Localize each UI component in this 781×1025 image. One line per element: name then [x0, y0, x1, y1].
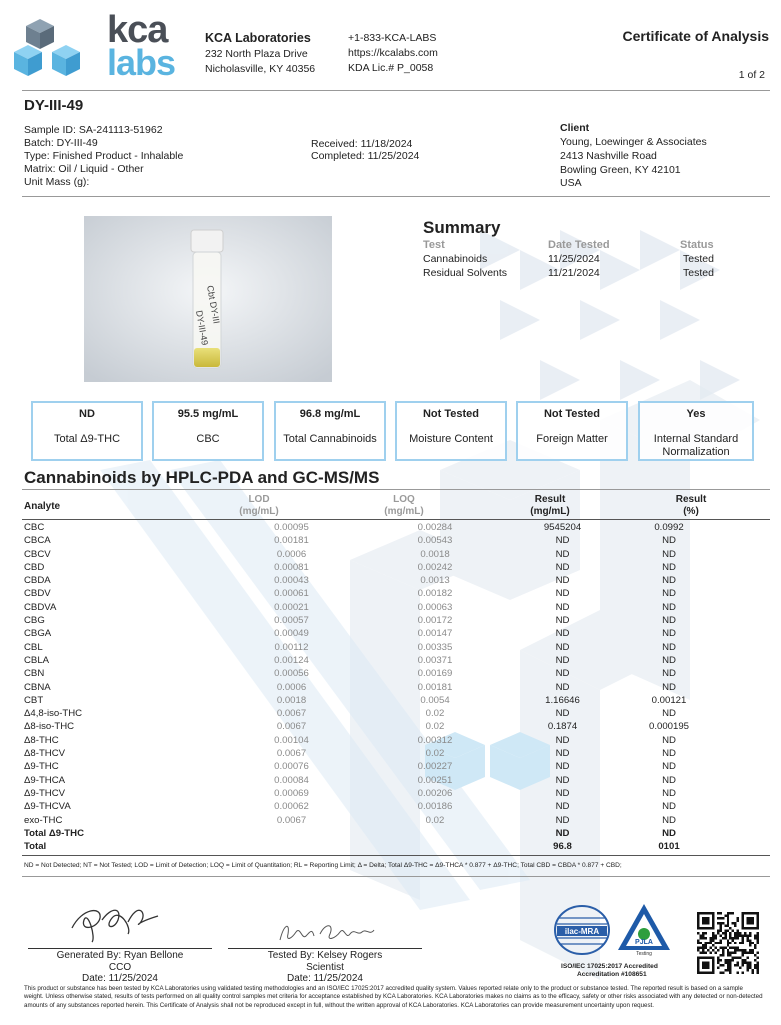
loq-cell [359, 840, 511, 853]
header-divider [22, 90, 770, 91]
lab-phone: +1-833-KCA-LABS [348, 32, 437, 44]
lod-cell: 0.00095 [274, 522, 309, 533]
loq-cell: 0.00227 [417, 761, 453, 773]
result-pct-cell: ND [662, 641, 676, 653]
received-date: Received: 11/18/2024 [311, 138, 413, 150]
tested-date: Date: 11/25/2024 [287, 973, 363, 984]
result-mg-cell: ND [555, 708, 570, 720]
lod-cell: 0.00043 [274, 575, 309, 587]
tested-by: Tested By: Kelsey Rogers [267, 950, 383, 961]
col-header-result-pct-unit: (%) [683, 506, 699, 517]
analyte-cell: CBLA [24, 654, 50, 666]
result-box-label: Total Δ9-THC [53, 433, 121, 445]
loq-cell: 0.00172 [417, 615, 453, 627]
analyte-cell: CBCV [24, 548, 51, 560]
table-row [24, 787, 724, 800]
table-row [24, 720, 724, 733]
loq-cell: 0.00206 [417, 787, 453, 799]
result-pct-cell: ND [662, 761, 676, 773]
cannabinoids-table [24, 521, 724, 853]
result-box-value: ND [79, 408, 95, 420]
table-row [24, 774, 724, 787]
logo-text-kca: kca [107, 9, 168, 51]
loq-cell: 0.00147 [417, 628, 453, 640]
client-street: 2413 Nashville Road [560, 150, 657, 162]
summary-row-status: Tested [683, 253, 714, 265]
col-header-result-pct-title: Result [675, 494, 707, 505]
table-row [24, 827, 724, 840]
result-mg-cell: ND [555, 561, 570, 573]
summary-row-test: Cannabinoids [423, 253, 488, 265]
table-row [24, 747, 724, 760]
result-box-total-d9-thc [31, 401, 143, 461]
result-box-moisture [395, 401, 507, 461]
lod-cell: 0.0067 [276, 748, 307, 760]
generated-by: Generated By: Ryan Bellone [56, 950, 184, 961]
result-pct-cell: ND [662, 548, 676, 560]
lod-cell: 0.00181 [274, 535, 309, 547]
result-pct-cell: ND [662, 615, 676, 627]
loq-cell: 0.02 [425, 748, 445, 760]
loq-cell: 0.02 [425, 721, 445, 733]
analyte-cell: CBNA [24, 681, 51, 693]
loq-cell: 0.00543 [417, 535, 453, 547]
loq-cell: 0.00371 [417, 654, 453, 666]
analyte-cell: CBL [24, 641, 43, 653]
summary-row-date: 11/25/2024 [548, 253, 600, 265]
lod-cell: 0.00062 [274, 801, 309, 813]
analyte-cell: Δ4,8-iso-THC [24, 708, 83, 720]
analyte-cell: Δ8-iso-THC [24, 721, 75, 733]
pjla-sub-text: Testing [636, 951, 652, 956]
col-header-result-pct [636, 494, 746, 518]
sample-type: Type: Finished Product - Inhalable [24, 150, 184, 162]
disclaimer-text: This product or substance has been tested by KCA Laboratories using validated testing methodologies and an ISO/IEC 17025:2017 accredited quality system. Values reported relate only to the product or substance tested. The reported result is based on a sample weight. Unless otherwise stated, results of tests performed on all quality control samples met criteria for acceptance established by KCA Laboratories. KCA Laboratories makes no claims as to the efficacy, safety or other risks associated with any detected or non-detected amounts of any substances reported herein. This Certificate of Analysis shall not be reproduced except in full, without the written approval of KCA Laboratories. KCA Laboratories can provide measurement uncertainty upon request. [24, 985, 763, 1009]
result-mg-cell: ND [555, 761, 570, 773]
result-pct-cell: ND [662, 561, 676, 573]
result-pct-cell: ND [662, 734, 676, 746]
result-mg-cell: ND [555, 827, 570, 839]
lod-cell: 0.0018 [276, 694, 307, 706]
summary-row-date: 11/21/2024 [548, 267, 600, 279]
loq-cell: 0.00312 [417, 734, 453, 746]
table-row [24, 601, 724, 614]
signature-line-generated [28, 948, 212, 949]
result-box-label: Foreign Matter [536, 433, 608, 445]
result-pct-cell: ND [662, 787, 676, 799]
table-header-divider [22, 519, 770, 520]
table-row [24, 534, 724, 547]
lod-cell: 0.0067 [276, 721, 307, 733]
col-header-result-mg-unit: (mg/mL) [530, 506, 570, 517]
iso-accreditation-line-2: Accreditation #108651 [577, 971, 647, 978]
summary-header-test: Test [423, 239, 445, 251]
lod-cell: 0.0006 [276, 681, 307, 693]
page-number: 1 of 2 [738, 69, 765, 81]
ilac-text: ilac-MRA [564, 927, 600, 936]
table-row [24, 641, 724, 654]
result-mg-cell: ND [555, 628, 570, 640]
analyte-cell: Δ9-THCV [24, 787, 66, 799]
col-header-loq [349, 494, 459, 518]
analyte-cell: CBG [24, 615, 45, 627]
result-mg-cell: ND [555, 641, 570, 653]
lab-address-1: 232 North Plaza Drive [205, 48, 308, 60]
result-mg-cell: 96.8 [553, 841, 572, 853]
signature-kelsey-rogers [276, 914, 376, 950]
analyte-cell: CBGA [24, 628, 52, 640]
col-header-result-mg [495, 494, 605, 518]
table-row [24, 734, 724, 747]
result-mg-cell: ND [555, 748, 570, 760]
loq-cell: 0.00284 [417, 522, 453, 533]
result-pct-cell: ND [662, 801, 676, 813]
sample-batch: Batch: DY-III-49 [24, 137, 98, 149]
info-divider [22, 196, 770, 197]
result-pct-cell: ND [662, 814, 676, 826]
table-row [24, 614, 724, 627]
table-row [24, 707, 724, 720]
summary-row-test: Residual Solvents [423, 267, 508, 279]
footnote-divider [22, 876, 770, 877]
summary-row-status: Tested [683, 267, 714, 279]
analyte-cell: Total [24, 841, 47, 853]
table-row [24, 814, 724, 827]
analyte-cell: CBDV [24, 588, 51, 600]
table-row [24, 667, 724, 680]
analyte-cell: CBD [24, 561, 45, 573]
table-footnote: ND = Not Detected; NT = Not Tested; LOD = Limit of Detection; LOQ = Limit of Quantitation; RL = Reporting Limit; Δ = Delta; Total Δ9-THC = Δ9-THCA * 0.877 + Δ9-THC; Total CBD = CBDA * 0.877 + CBD; [24, 862, 622, 869]
analyte-cell: CBCA [24, 535, 51, 547]
result-mg-cell: ND [555, 654, 570, 666]
sample-title: DY-III-49 [24, 97, 84, 114]
result-pct-cell: ND [662, 654, 676, 666]
result-box-value: Not Tested [543, 408, 601, 420]
client-name: Young, Loewinger & Associates [560, 136, 707, 148]
lod-cell: 0.00057 [274, 615, 309, 627]
table-row [24, 574, 724, 587]
lab-license: KDA Lic.# P_0058 [348, 62, 434, 74]
result-box-value: Yes [686, 408, 706, 420]
kca-logo-icon [12, 16, 96, 84]
document-title: Certificate of Analysis [622, 28, 769, 44]
result-pct-cell: ND [662, 601, 676, 613]
result-mg-cell: 1.16646 [545, 694, 580, 706]
signature-tested [228, 950, 422, 985]
iso-accreditation-line-1: ISO/IEC 17025:2017 Accredited [561, 963, 658, 970]
table-row [24, 521, 724, 534]
loq-cell: 0.00063 [417, 601, 453, 613]
lod-cell: 0.0067 [276, 814, 307, 826]
sample-matrix: Matrix: Oil / Liquid - Other [24, 163, 144, 175]
analyte-cell: CBC [24, 522, 45, 533]
result-pct-cell: 0.00121 [651, 694, 687, 706]
result-box-value: Not Tested [422, 408, 480, 420]
lod-cell: 0.00069 [274, 787, 309, 799]
analyte-cell: Δ9-THC [24, 761, 59, 773]
result-mg-cell: 9545204 [543, 522, 582, 533]
loq-cell: 0.0054 [420, 694, 450, 706]
sample-unit-mass: Unit Mass (g): [24, 176, 90, 188]
result-pct-cell: ND [662, 628, 676, 640]
lod-cell: 0.00056 [274, 668, 309, 680]
analyte-cell: CBT [24, 694, 44, 706]
result-pct-cell: ND [662, 748, 676, 760]
client-label: Client [560, 122, 590, 134]
generated-role: CCO [108, 961, 132, 973]
svg-text:DY-III-49: DY-III-49 [194, 309, 210, 347]
col-header-lod [204, 494, 314, 518]
summary-title: Summary [423, 218, 501, 237]
result-box-label: Moisture Content [409, 433, 493, 445]
result-pct-cell: ND [662, 535, 676, 547]
result-mg-cell: ND [555, 774, 570, 786]
table-row [24, 681, 724, 694]
result-mg-cell: ND [555, 734, 570, 746]
loq-cell: 0.00181 [417, 681, 453, 693]
result-pct-cell: ND [662, 827, 676, 839]
loq-cell [359, 827, 511, 840]
result-pct-cell: ND [662, 575, 676, 587]
lab-address-2: Nicholasville, KY 40356 [205, 63, 316, 75]
lod-cell: 0.00076 [274, 761, 309, 773]
col-header-result-mg-title: Result [534, 494, 566, 505]
result-pct-cell: ND [662, 588, 676, 600]
col-header-lod-unit: (mg/mL) [239, 506, 279, 517]
analyte-cell: Δ8-THCV [24, 748, 66, 760]
table-row [24, 840, 724, 853]
loq-cell: 0.02 [425, 708, 445, 720]
table-row [24, 760, 724, 773]
analyte-cell: Δ8-THC [24, 734, 59, 746]
result-mg-cell: ND [555, 681, 570, 693]
table-row [24, 548, 724, 561]
signature-ryan-bellone [62, 898, 162, 946]
table-row [24, 587, 724, 600]
result-pct-cell: 0.000195 [648, 721, 689, 733]
col-header-loq-unit: (mg/mL) [384, 506, 424, 517]
loq-cell: 0.00335 [417, 641, 453, 653]
lod-cell: 0.00104 [274, 734, 309, 746]
analyte-cell: exo-THC [24, 814, 63, 826]
loq-cell: 0.00242 [417, 561, 453, 573]
lod-cell [224, 827, 359, 840]
loq-cell: 0.00182 [417, 588, 453, 600]
client-city: Bowling Green, KY 42101 [560, 164, 681, 176]
result-mg-cell: ND [555, 615, 570, 627]
result-mg-cell: ND [555, 801, 570, 813]
table-bottom-divider [22, 855, 770, 856]
analyte-cell: CBDVA [24, 601, 57, 613]
lod-cell: 0.00081 [274, 561, 309, 573]
result-box-label: CBC [196, 433, 220, 445]
col-header-lod-title: LOD [248, 494, 270, 505]
result-box-total-cannabinoids [274, 401, 386, 461]
result-mg-cell: ND [555, 548, 570, 560]
pjla-logo-icon [616, 900, 672, 956]
result-mg-cell: 0.1874 [547, 721, 578, 733]
result-mg-cell: ND [555, 575, 570, 587]
loq-cell: 0.00186 [417, 801, 453, 813]
signature-line-tested [228, 948, 422, 949]
cannabinoids-section-title: Cannabinoids by HPLC-PDA and GC-MS/MS [24, 468, 380, 487]
lab-website[interactable]: https://kcalabs.com [348, 47, 438, 59]
result-mg-cell: ND [555, 668, 570, 680]
pjla-text: PJLA [635, 939, 653, 946]
analyte-cell: Δ9-THCA [24, 774, 66, 786]
result-box-value: 95.5 mg/mL [177, 408, 239, 420]
lod-cell: 0.00061 [274, 588, 309, 600]
col-header-loq-title: LOQ [393, 494, 415, 505]
result-pct-cell: 0101 [658, 841, 680, 853]
analyte-cell: Δ9-THCVA [24, 801, 71, 813]
result-pct-cell: ND [662, 668, 676, 680]
result-mg-cell: ND [555, 535, 570, 547]
lod-cell: 0.00021 [274, 601, 309, 613]
ilac-mra-logo-icon [553, 904, 611, 956]
col-header-analyte: Analyte [24, 501, 61, 512]
lod-cell: 0.00084 [274, 774, 309, 786]
logo-text-labs: labs [107, 42, 176, 83]
result-pct-cell: 0.0992 [654, 522, 684, 533]
summary-header-date: Date Tested [548, 239, 610, 251]
product-photo [84, 216, 332, 382]
loq-cell: 0.00251 [417, 774, 453, 786]
client-country: USA [560, 177, 582, 189]
lod-cell: 0.00049 [274, 628, 309, 640]
result-box-internal-standard [638, 401, 754, 461]
result-pct-cell: ND [662, 681, 676, 693]
loq-cell: 0.0018 [420, 548, 450, 560]
tested-role: Scientist [306, 961, 344, 973]
result-pct-cell: ND [662, 774, 676, 786]
result-box-cbc [152, 401, 264, 461]
analyte-cell: CBDA [24, 575, 51, 587]
result-mg-cell: ND [555, 601, 570, 613]
loq-cell: 0.02 [425, 814, 445, 826]
table-row [24, 654, 724, 667]
lod-cell: 0.0067 [276, 708, 307, 720]
lod-cell [224, 840, 359, 853]
result-mg-cell: ND [555, 814, 570, 826]
sample-id: Sample ID: SA-241113-51962 [24, 124, 163, 136]
table-row [24, 627, 724, 640]
qr-code-icon[interactable] [697, 912, 759, 974]
lod-cell: 0.0006 [276, 548, 307, 560]
result-mg-cell: ND [555, 787, 570, 799]
result-mg-cell: ND [555, 588, 570, 600]
table-row [24, 561, 724, 574]
lod-cell: 0.00112 [274, 641, 309, 653]
analyte-cell: Total Δ9-THC [24, 827, 85, 839]
result-box-label: Total Cannabinoids [283, 433, 377, 445]
analyte-cell: CBN [24, 668, 45, 680]
signature-generated [28, 950, 212, 985]
lod-cell: 0.00124 [274, 654, 309, 666]
loq-cell: 0.00169 [417, 668, 453, 680]
lab-name: KCA Laboratories [205, 31, 311, 45]
generated-date: Date: 11/25/2024 [82, 973, 158, 984]
result-box-label: Internal Standard Normalization [653, 433, 739, 458]
svg-text:Cbt DY-III: Cbt DY-III [205, 284, 222, 325]
completed-date: Completed: 11/25/2024 [311, 150, 420, 162]
result-box-value: 96.8 mg/mL [299, 408, 361, 420]
result-box-foreign-matter [516, 401, 628, 461]
result-pct-cell: ND [662, 708, 676, 720]
section-divider [22, 489, 770, 490]
table-row [24, 694, 724, 707]
summary-header-status: Status [680, 239, 714, 251]
table-row [24, 800, 724, 813]
loq-cell: 0.0013 [420, 575, 450, 587]
